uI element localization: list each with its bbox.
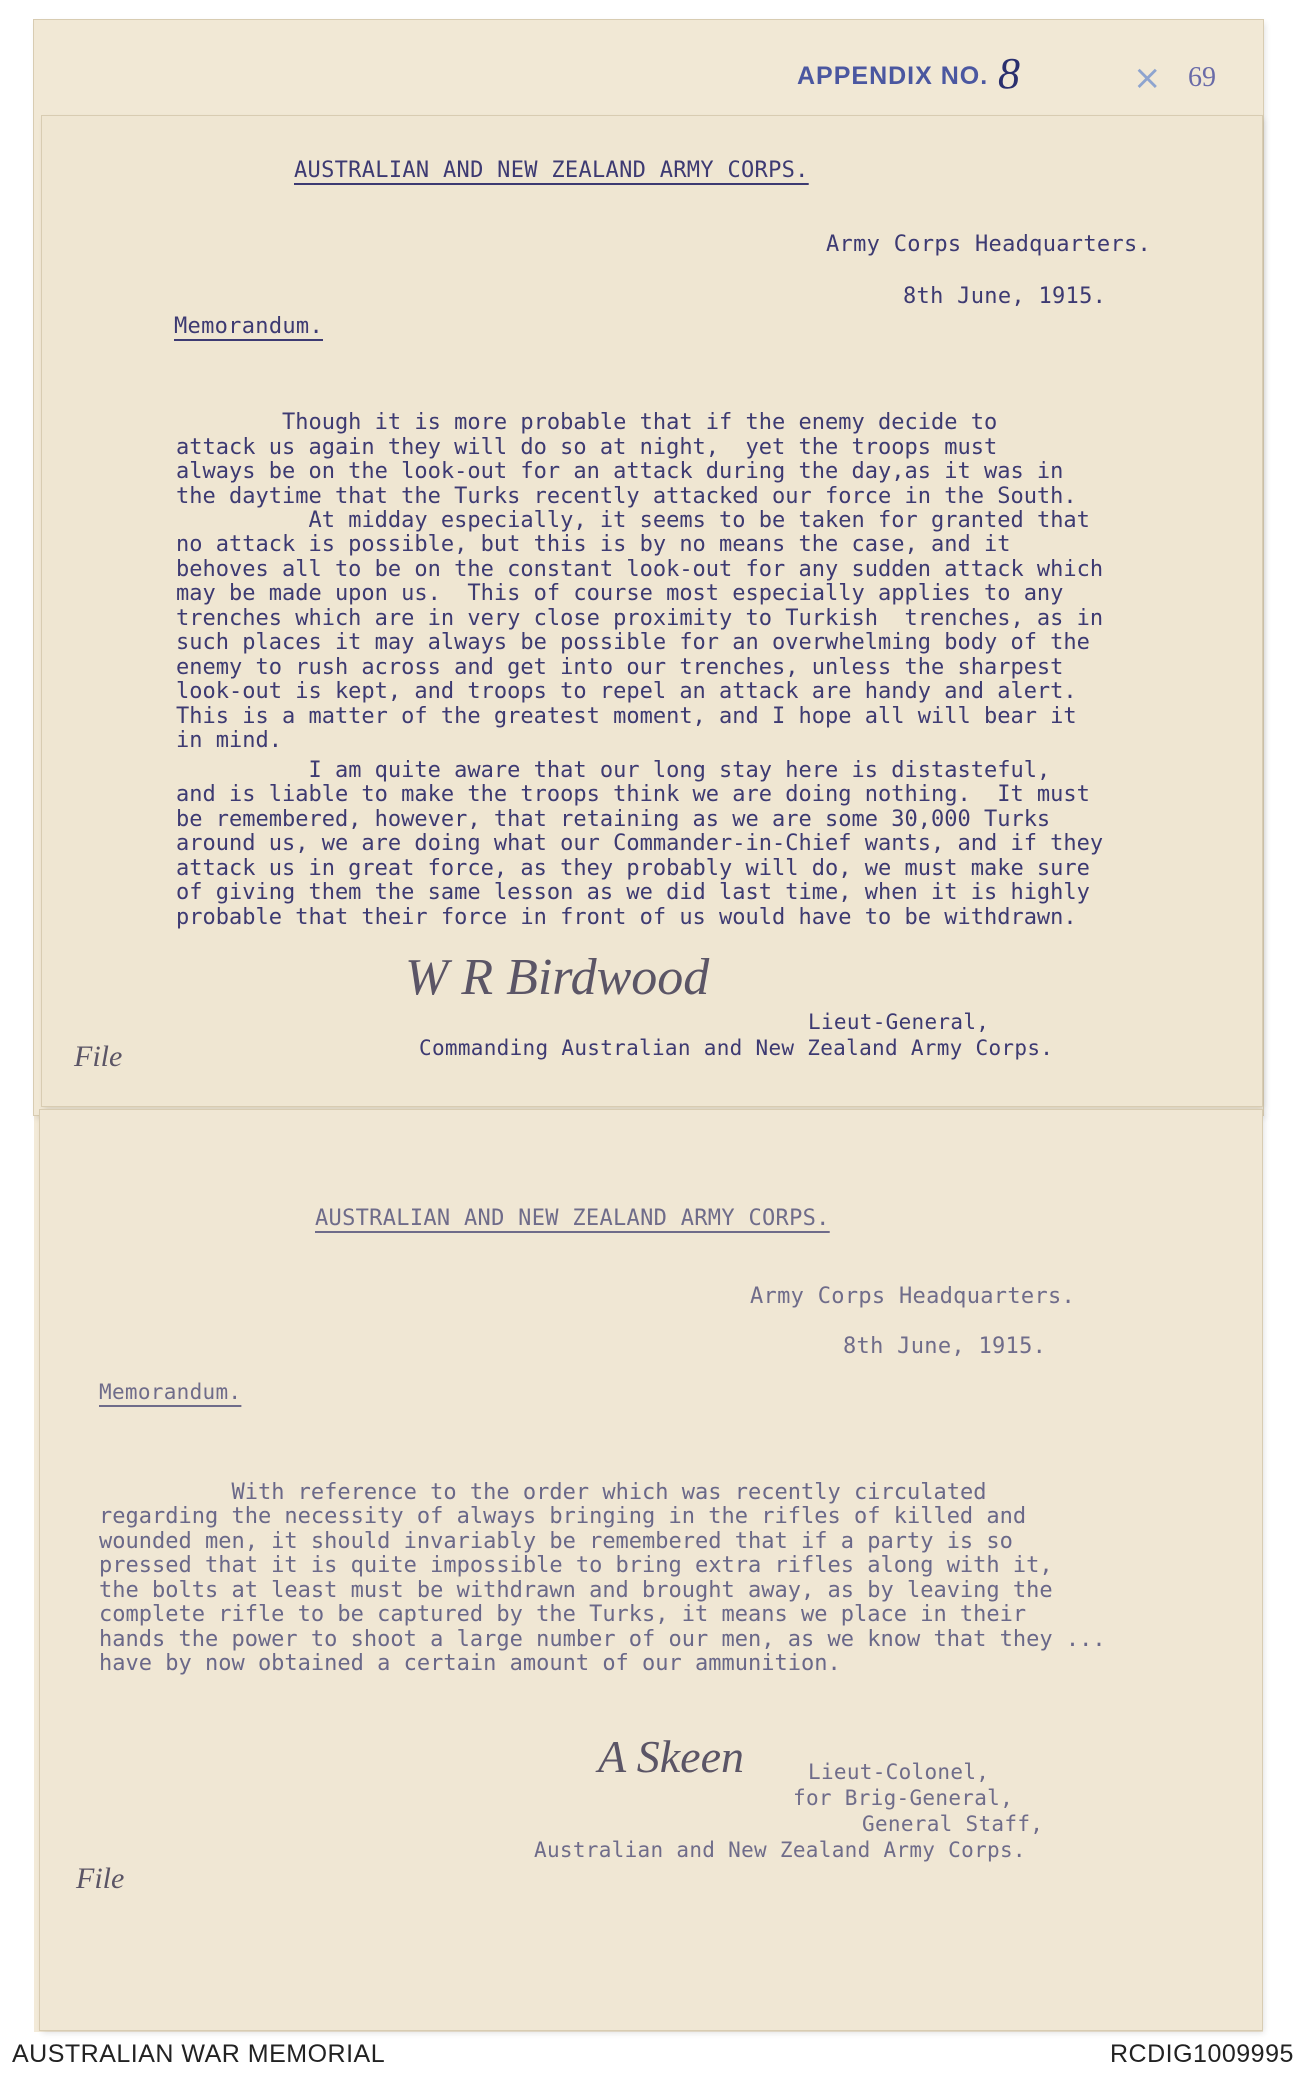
memo1-location: Army Corps Headquarters. [826, 232, 1152, 257]
memo1-title: Memorandum. [174, 314, 323, 339]
memo2-sign-line-1: Lieut-Colonel, [808, 1760, 990, 1784]
memo2-sign-line-4: Australian and New Zealand Army Corps. [534, 1838, 1026, 1862]
memo1-command: Commanding Australian and New Zealand Army Corps. [419, 1036, 1054, 1060]
memo1-file-note: File [74, 1040, 123, 1073]
memo2-signature: A Skeen [598, 1731, 745, 1782]
memo2-sign-line-2: for Brig-General, [793, 1786, 1014, 1810]
memo1-paragraph-3: I am quite aware that our long stay here is distasteful, and is liable to make the troops think we are doing nothing. It must be remembered, however, that retaining as we are some 30,000 Turks around us, we are doing what our Commander-in-Chief wants, and if they attack us in great force, as they probably will do, we must make sure of giving them the same lesson as we did last time, when it is highly probable that their force in front of us would have to be withdrawn. [176, 757, 1104, 930]
footer-archive-name: AUSTRALIAN WAR MEMORIAL [12, 2040, 386, 2068]
memo1-heading: AUSTRALIAN AND NEW ZEALAND ARMY CORPS. [294, 158, 809, 183]
memo2-paragraph: With reference to the order which was recently circulated regarding the necessity of always bringing in the rifles of killed and wounded men, it should invariably be remembered that if a party is so pressed that it is quite impossible to bring extra rifles along with it, the bolts at least must be withdrawn and brought away, as by leaving the complete rifle to be captured by the Turks, it means we place in their hands the power to shoot a large number of our men, as we know that they ... have by now obtained a certain amount of our ammunition. [99, 1479, 1106, 1676]
memo1-paragraph-1: Though it is more probable that if the enemy decide to attack us again they will do so at night, yet the troops must always be on the look-out for an attack during the day,as it was in the daytime that the Turks recently attacked our force in the South. [176, 410, 1077, 509]
memo1-rank: Lieut-General, [808, 1010, 990, 1034]
memo1-signature: W R Birdwood [405, 949, 710, 1006]
appendix-stamp: APPENDIX NO. [797, 62, 989, 90]
appendix-number: 8 [998, 49, 1020, 98]
memo2-location: Army Corps Headquarters. [750, 1284, 1076, 1309]
memo2-title: Memorandum. [99, 1380, 242, 1404]
memo2-sign-line-3: General Staff, [862, 1812, 1044, 1836]
memo2-file-note: File [76, 1862, 125, 1895]
memo1-paragraph-2: At midday especially, it seems to be taken for granted that no attack is possible, but this is by no means the case, and it behoves all to be on the constant look-out for any sudden attack which may be made upon us. This of course most especially applies to any trenches which are in very close proximity to Turkish trenches, as in such places it may always be possible for an overwhelming body of the enemy to rush across and get into our trenches, unless the sharpest look-out is kept, and troops to repel an attack are handy and alert. This is a matter of the greatest moment, and I hope all will bear it in mind. [176, 507, 1104, 753]
cross-mark: × [1133, 58, 1162, 98]
footer-catalog-id: RCDIG1009995 [1110, 2040, 1294, 2068]
page-number: 69 [1188, 62, 1216, 93]
memo2-date: 8th June, 1915. [843, 1334, 1047, 1359]
memo1-date: 8th June, 1915. [903, 284, 1107, 309]
memo2-heading: AUSTRALIAN AND NEW ZEALAND ARMY CORPS. [315, 1206, 830, 1231]
